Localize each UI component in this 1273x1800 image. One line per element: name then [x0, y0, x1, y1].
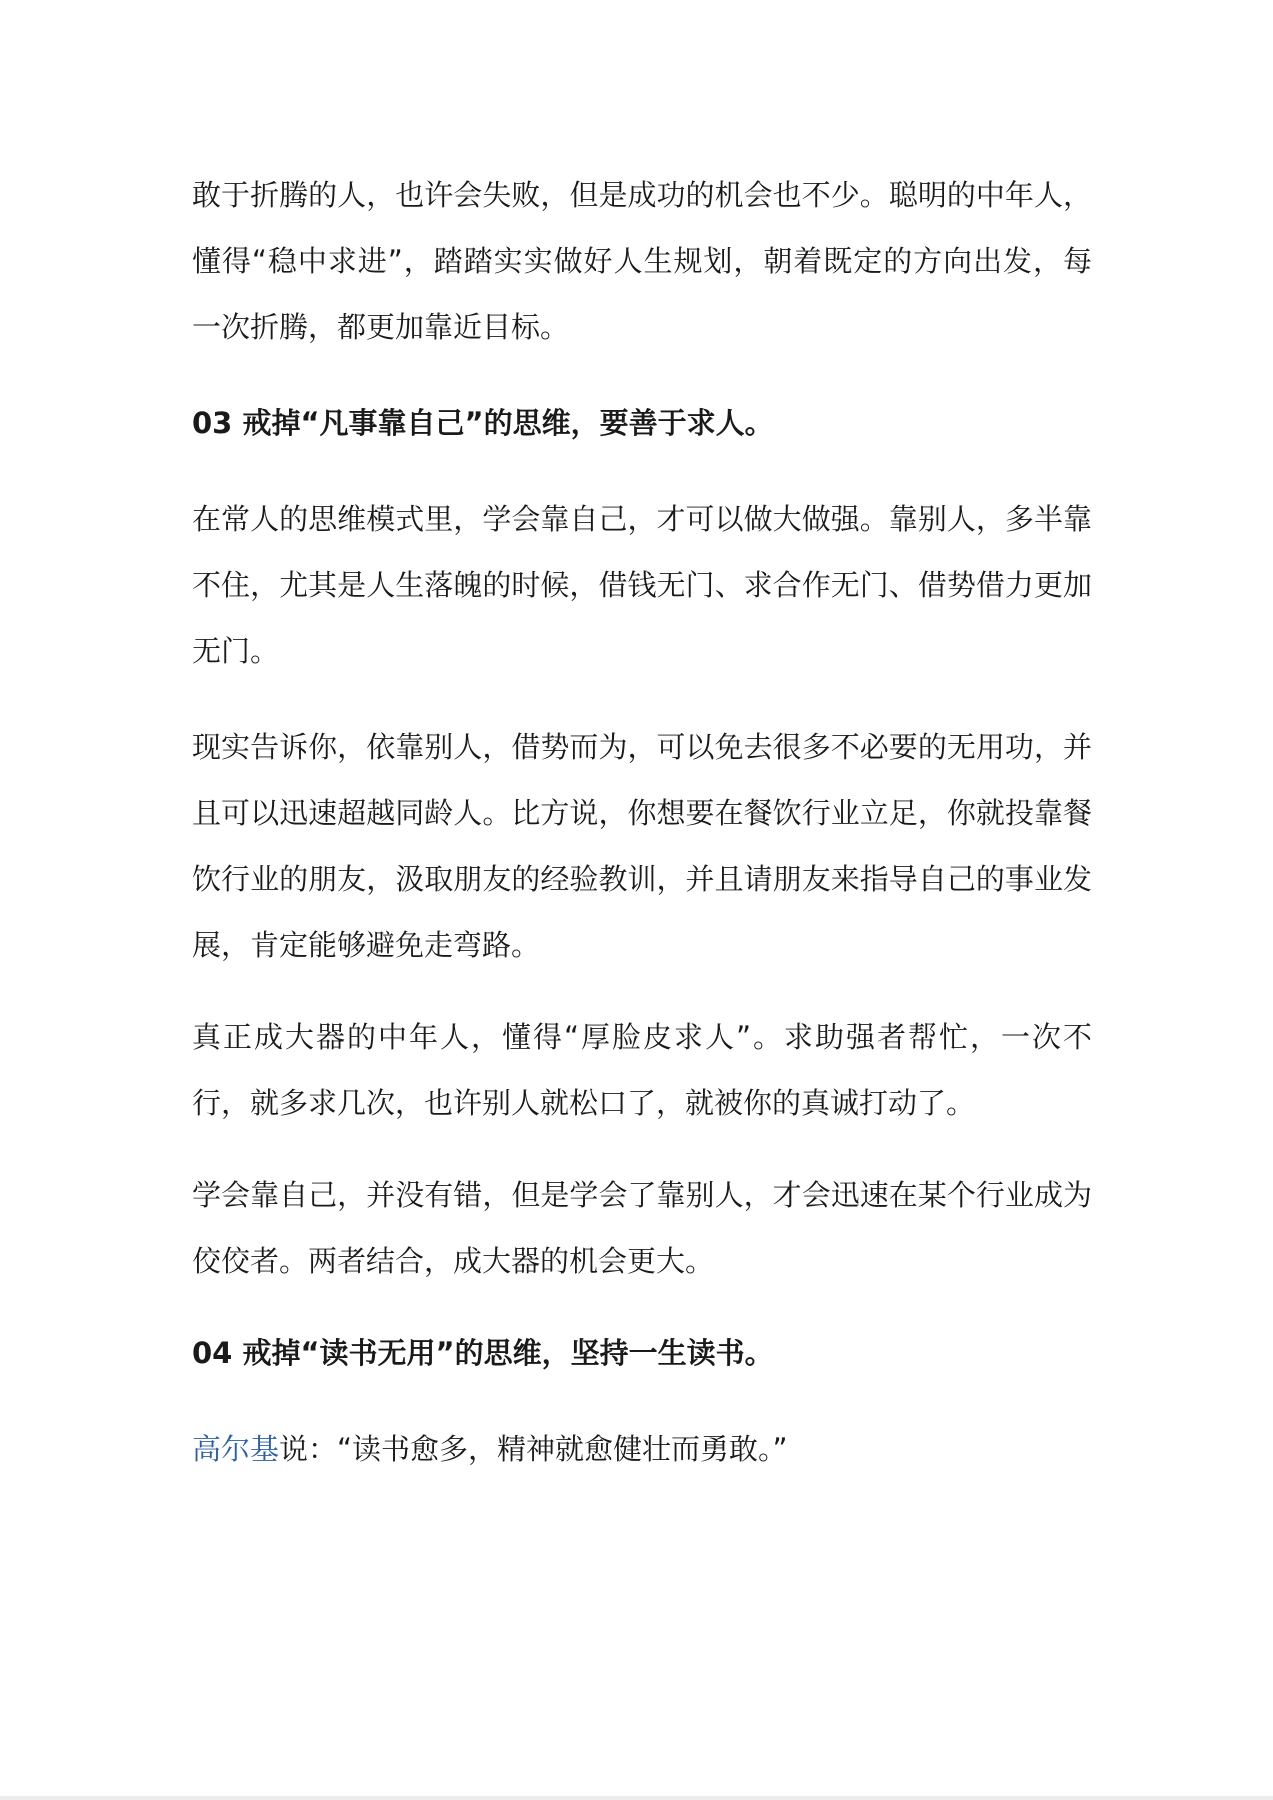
- author-link[interactable]: 高尔基: [192, 1432, 280, 1466]
- article-body: [192, 162, 1092, 1482]
- page-bottom-edge: [0, 1796, 1273, 1800]
- paragraph-1: 敢于折腾的人，也许会失败，但是成功的机会也不少。聪明的中年人，懂得“稳中求进”，踏踏实实做好人生规划，朝着既定的方向出发，每一次折腾，都更加靠近目标。: [192, 178, 1092, 344]
- paragraph-5: 学会靠自己，并没有错，但是学会了靠别人，才会迅速在某个行业成为佼佼者。两者结合，成大器的机会更大。: [192, 1178, 1092, 1278]
- section-heading-04: 04 戒掉“读书无用”的思维，坚持一生读书。: [192, 1336, 774, 1370]
- paragraph-4: 真正成大器的中年人，懂得“厚脸皮求人”。求助强者帮忙，一次不行，就多求几次，也许别人就松口了，就被你的真诚打动了。: [192, 1020, 1092, 1120]
- quote-text: 说：“读书愈多，精神就愈健壮而勇敢。”: [279, 1432, 788, 1466]
- paragraph-2: 在常人的思维模式里，学会靠自己，才可以做大做强。靠别人，多半靠不住，尤其是人生落魄的时候，借钱无门、求合作无门、借势借力更加无门。: [192, 502, 1092, 668]
- paragraph-3: 现实告诉你，依靠别人，借势而为，可以免去很多不必要的无用功，并且可以迅速超越同龄人。比方说，你想要在餐饮行业立足，你就投靠餐饮行业的朋友，汲取朋友的经验教训，并且请朋友来指导自己的事业发展，肯定能够避免走弯路。: [192, 730, 1092, 962]
- quote-paragraph: [192, 1416, 1092, 1482]
- section-heading-03: 03 戒掉“凡事靠自己”的思维，要善于求人。: [192, 406, 774, 440]
